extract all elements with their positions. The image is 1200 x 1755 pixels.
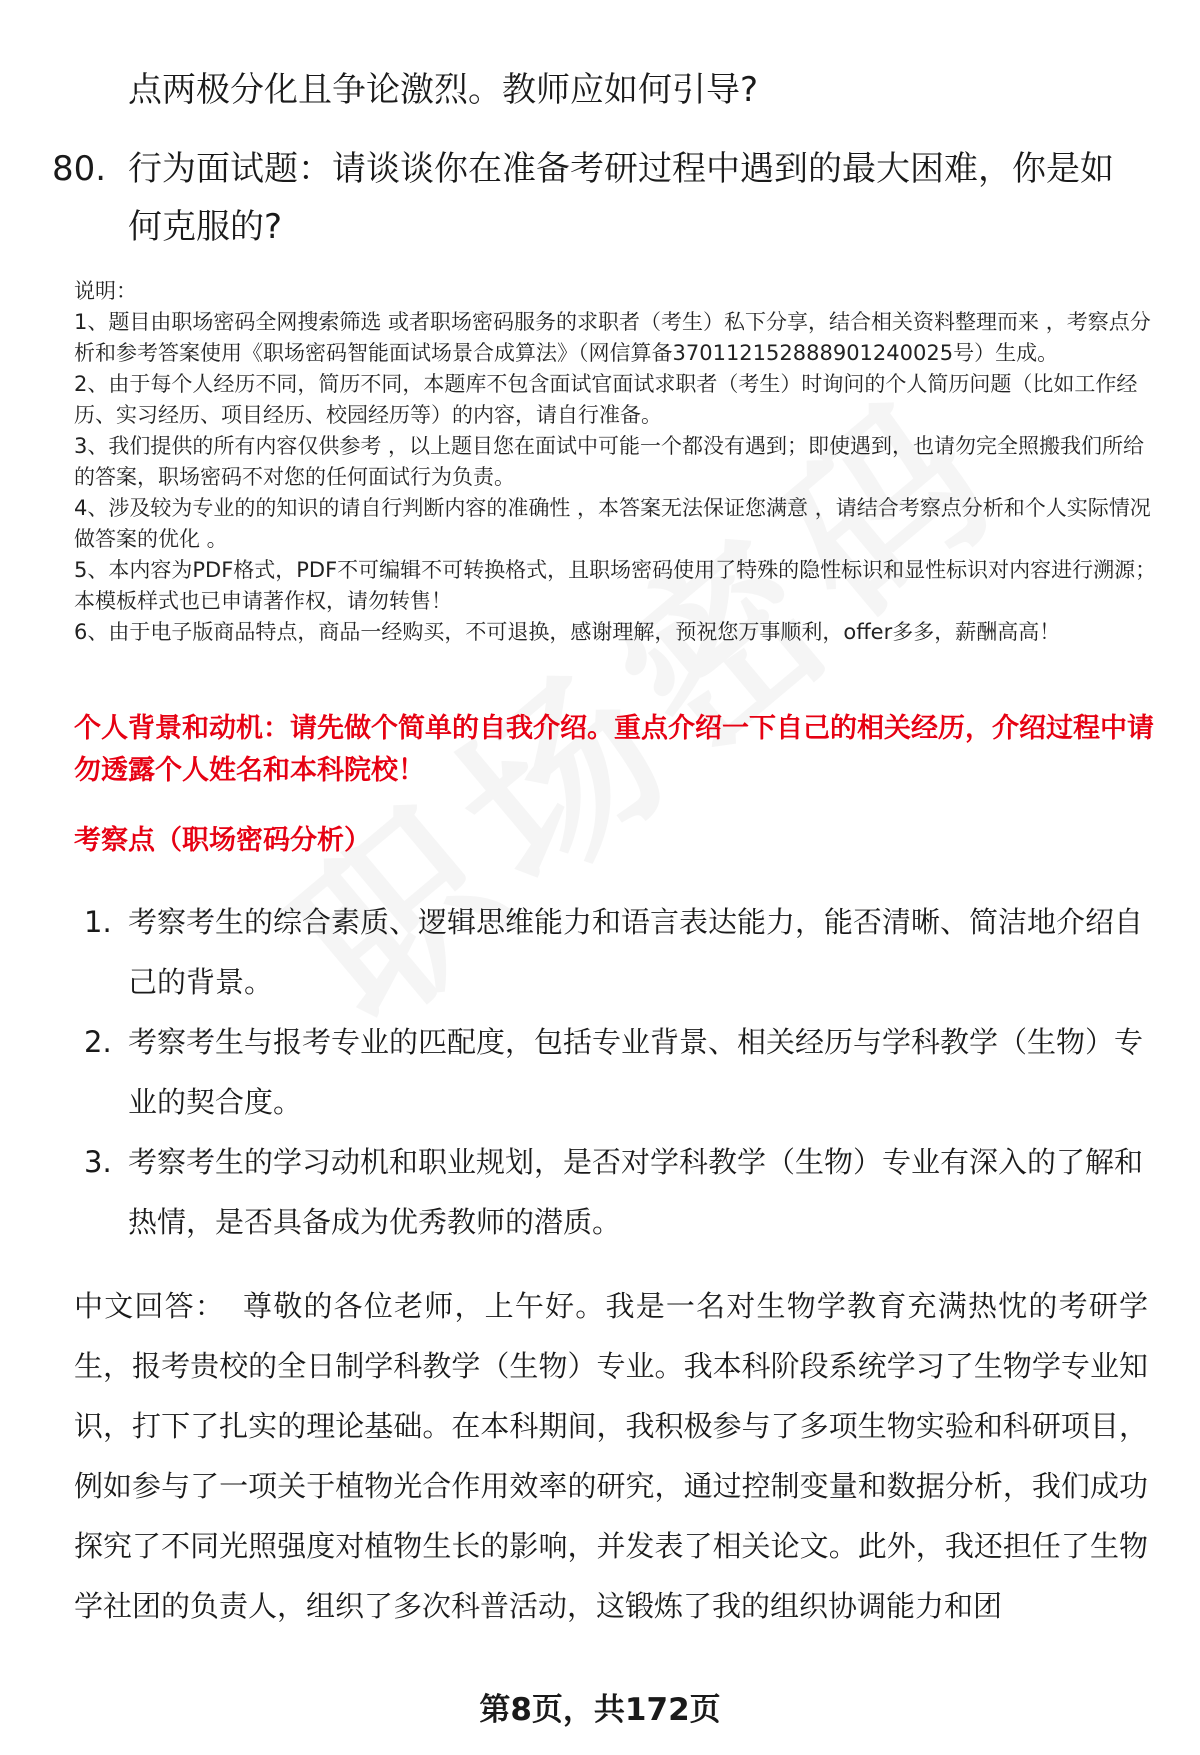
notes-block xyxy=(74,276,1164,648)
notes-title: 说明： xyxy=(74,279,137,303)
point-number: 2. xyxy=(84,1025,112,1059)
page-footer: 第8页，共172页 xyxy=(479,1692,721,1728)
point-number: 1. xyxy=(84,905,112,939)
point-text: 考察考生的学习动机和职业规划，是否对学科教学（生物）专业有深入的了解和热情，是否具备成为优秀教师的潜质。 xyxy=(128,1145,1144,1239)
answer-block xyxy=(74,1276,1148,1636)
note-item: 6、由于电子版商品特点，商品一经购买，不可退换，感谢理解，预祝您万事顺利，offer多多，薪酬高高！ xyxy=(74,620,1061,644)
question-number: 80. xyxy=(52,149,107,189)
point-number: 3. xyxy=(84,1145,112,1179)
evaluation-point xyxy=(84,892,1164,1012)
question-text: 行为面试题：请谈谈你在准备考研过程中遇到的最大困难，你是如何克服的? xyxy=(128,149,1114,247)
note-item: 2、由于每个人经历不同，简历不同，本题库不包含面试官面试求职者（考生）时询问的个人简历问题（比如工作经历、实习经历、项目经历、校园经历等）的内容，请自行准备。 xyxy=(74,372,1138,427)
note-item: 1、题目由职场密码全网搜索筛选 或者职场密码服务的求职者（考生）私下分享，结合相关资料整理而来 ，考察点分析和参考答案使用《职场密码智能面试场景合成算法》（网信算备370112152888901240025号）生成。 xyxy=(74,310,1151,365)
point-text: 考察考生与报考专业的匹配度，包括专业背景、相关经历与学科教学（生物）专业的契合度。 xyxy=(128,1025,1144,1119)
evaluation-point xyxy=(84,1132,1164,1252)
evaluation-points xyxy=(84,892,1164,1252)
question-continuation: 点两极分化且争论激烈。教师应如何引导? xyxy=(128,70,759,110)
evaluation-point xyxy=(84,1012,1164,1132)
answer-text: 尊敬的各位老师，上午好。我是一名对生物学教育充满热忱的考研学生，报考贵校的全日制学科教学（生物）专业。我本科阶段系统学习了生物学专业知识，打下了扎实的理论基础。在本科期间，我积极参与了多项生物实验和科研项目，例如参与了一项关于植物光合作用效率的研究，通过控制变量和数据分析，我们成功探究了不同光照强度对植物生长的影响，并发表了相关论文。此外，我还担任了生物学社团的负责人，组织了多次科普活动，这锻炼了我的组织协调能力和团 xyxy=(74,1289,1148,1623)
question-80 xyxy=(52,140,1152,256)
note-item: 4、涉及较为专业的的知识的请自行判断内容的准确性 ，本答案无法保证您满意 ，请结合考察点分析和个人实际情况做答案的优化 。 xyxy=(74,496,1151,551)
note-item: 3、我们提供的所有内容仅供参考 ，以上题目您在面试中可能一个都没有遇到；即使遇到，也请勿完全照搬我们所给的答案，职场密码不对您的任何面试行为负责。 xyxy=(74,434,1145,489)
answer-label: 中文回答： xyxy=(74,1289,226,1323)
background-question-heading: 个人背景和动机：请先做个简单的自我介绍。重点介绍一下自己的相关经历，介绍过程中请勿透露个人姓名和本科院校！ xyxy=(74,713,1154,786)
evaluation-heading: 考察点（职场密码分析） xyxy=(74,825,371,856)
point-text: 考察考生的综合素质、逻辑思维能力和语言表达能力，能否清晰、简洁地介绍自己的背景。 xyxy=(128,905,1144,999)
note-item: 5、本内容为PDF格式，PDF不可编辑不可转换格式，且职场密码使用了特殊的隐性标识和显性标识对内容进行溯源；本模板样式也已申请著作权，请勿转售！ xyxy=(74,558,1157,613)
